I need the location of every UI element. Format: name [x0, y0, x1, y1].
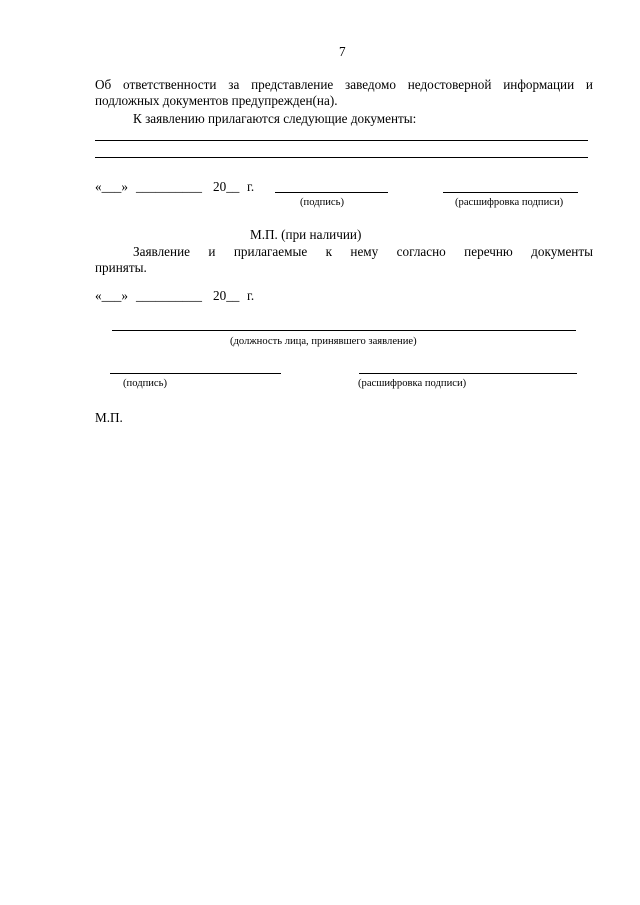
attachment-line-2 [95, 157, 588, 158]
date-day-2: «___» [95, 288, 128, 303]
seal-final: М.П. [95, 410, 123, 425]
position-line [112, 330, 576, 331]
accepted-line-2: приняты. [95, 260, 147, 275]
date-day-1: «___» [95, 179, 128, 194]
decipher-caption-1: (расшифровка подписи) [455, 197, 564, 208]
date-year-suffix-1: г. [247, 179, 255, 194]
date-year-suffix-2: г. [247, 288, 255, 303]
signature-line-1 [275, 192, 388, 193]
position-caption: (должность лица, принявшего заявление) [230, 336, 417, 347]
responsibility-line-1: Об ответственности за представление заведомо недостоверной информации и [95, 77, 593, 92]
seal-if-any: М.П. (при наличии) [250, 227, 362, 242]
decipher-line-1 [443, 192, 578, 193]
attachment-line-1 [95, 140, 588, 141]
date-year-prefix-1: 20__ [213, 179, 240, 194]
date-month-1: __________ [136, 179, 202, 194]
decipher-caption-2: (расшифровка подписи) [358, 378, 467, 389]
responsibility-line-2: подложных документов предупрежден(на). [95, 93, 338, 108]
attachments-intro: К заявлению прилагаются следующие документы: [133, 111, 417, 126]
date-year-prefix-2: 20__ [213, 288, 240, 303]
decipher-line-2 [359, 373, 577, 374]
signature-caption-2: (подпись) [123, 378, 167, 389]
signature-line-2 [110, 373, 281, 374]
signature-caption-1: (подпись) [300, 197, 344, 208]
date-month-2: __________ [136, 288, 202, 303]
page-number: 7 [339, 44, 346, 59]
accepted-line-1: Заявление и прилагаемые к нему согласно перечню документы [133, 244, 593, 259]
